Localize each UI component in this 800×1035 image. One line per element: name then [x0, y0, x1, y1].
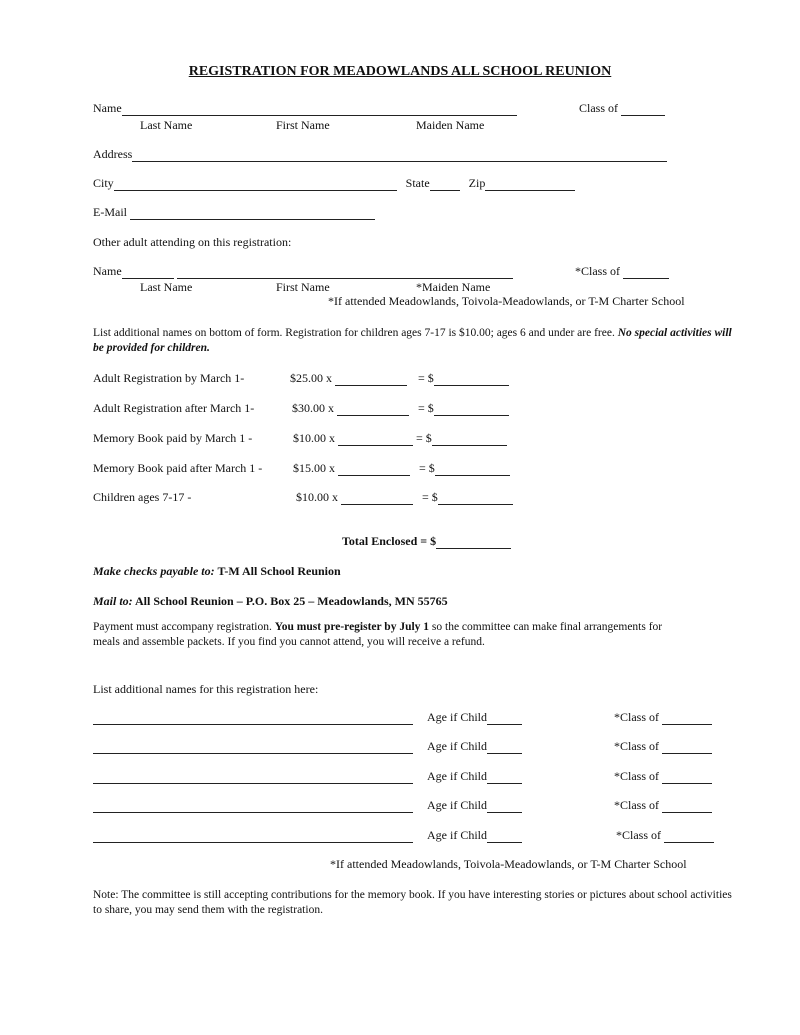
address-field[interactable]	[132, 149, 667, 162]
total-row	[342, 534, 511, 549]
checks-label: Make checks payable to:	[93, 564, 215, 578]
fee-row-2	[293, 431, 507, 446]
other-first-maiden-field[interactable]	[177, 266, 513, 279]
class-of-label: Class of	[579, 101, 618, 115]
fee-amount-3[interactable]	[435, 463, 510, 476]
other-class-of-label: *Class of	[575, 264, 620, 278]
other-name-label: Name	[93, 264, 122, 278]
additional-row	[93, 739, 413, 754]
instructions-text: List additional names on bottom of form. Registration for children ages 7-17 is $10.00; ages 6 and under are free.	[93, 327, 618, 339]
fee-row-1	[292, 401, 509, 416]
additional-footnote: *If attended Meadowlands, Toivola-Meadowlands, or T-M Charter School	[330, 857, 687, 871]
additional-row	[93, 710, 413, 725]
class-label-4: *Class of	[616, 828, 661, 842]
additional-name-field-1[interactable]	[93, 741, 413, 754]
fee-amount-2[interactable]	[432, 433, 507, 446]
email-label: E-Mail	[93, 205, 127, 219]
fee-price-3: $15.00 x	[293, 461, 335, 475]
city-field[interactable]	[114, 178, 397, 191]
instructions	[93, 326, 733, 356]
age-field-3[interactable]	[487, 800, 522, 813]
class-field-2[interactable]	[662, 771, 712, 784]
age-label-3: Age if Child	[427, 798, 487, 812]
other-sub-last-name: Last Name	[140, 280, 193, 294]
sub-last-name: Last Name	[140, 118, 193, 132]
additional-class-group-2	[614, 769, 712, 784]
class-label-0: *Class of	[614, 710, 659, 724]
age-label-2: Age if Child	[427, 769, 487, 783]
total-label: Total Enclosed = $	[342, 534, 437, 548]
state-label: State	[405, 176, 430, 190]
fee-qty-4[interactable]	[341, 492, 413, 505]
fee-amount-1[interactable]	[434, 403, 509, 416]
fee-price-0: $25.00 x	[290, 371, 332, 385]
mail-row	[93, 594, 448, 609]
age-label-4: Age if Child	[427, 828, 487, 842]
state-field[interactable]	[430, 178, 460, 191]
payment-text-2: so the committee can make final arrangements for meals and assemble packets. If you find you cannot attend, you will receive a refund.	[93, 621, 663, 648]
other-footnote: *If attended Meadowlands, Toivola-Meadowlands, or T-M Charter School	[328, 294, 685, 308]
email-field[interactable]	[130, 207, 375, 220]
fee-qty-3[interactable]	[338, 463, 410, 476]
fee-price-4: $10.00 x	[296, 490, 338, 504]
checks-row	[93, 564, 341, 579]
age-label-0: Age if Child	[427, 710, 487, 724]
checks-value: T-M All School Reunion	[217, 564, 341, 578]
sub-first-name: First Name	[276, 118, 330, 132]
fee-qty-2[interactable]	[338, 433, 413, 446]
city-row	[93, 176, 575, 191]
additional-class-group-0	[614, 710, 712, 725]
additional-row	[93, 769, 413, 784]
class-label-1: *Class of	[614, 739, 659, 753]
fee-qty-1[interactable]	[337, 403, 409, 416]
fee-equals-2: = $	[416, 431, 432, 445]
age-field-4[interactable]	[487, 830, 522, 843]
age-label-1: Age if Child	[427, 739, 487, 753]
zip-field[interactable]	[485, 178, 575, 191]
fee-label-0: Adult Registration by March 1-	[93, 371, 245, 385]
zip-label: Zip	[468, 176, 486, 190]
other-class-of-field[interactable]	[623, 266, 669, 279]
age-field-2[interactable]	[487, 771, 522, 784]
additional-row	[93, 798, 413, 813]
payment-text-1: Payment must accompany registration.	[93, 621, 275, 633]
class-field-3[interactable]	[662, 800, 712, 813]
class-of-field[interactable]	[621, 103, 665, 116]
name-label: Name	[93, 101, 122, 115]
fee-row-4	[296, 490, 513, 505]
total-field[interactable]	[436, 536, 511, 549]
additional-age-group-4	[427, 828, 522, 843]
email-row	[93, 205, 375, 220]
class-field-0[interactable]	[662, 712, 712, 725]
additional-name-field-4[interactable]	[93, 830, 413, 843]
fee-price-2: $10.00 x	[293, 431, 335, 445]
class-of-group	[579, 101, 665, 116]
name-row	[93, 101, 517, 116]
additional-name-field-3[interactable]	[93, 800, 413, 813]
form-title: REGISTRATION FOR MEADOWLANDS ALL SCHOOL REUNION	[188, 64, 612, 79]
additional-name-field-0[interactable]	[93, 712, 413, 725]
payment-paragraph	[93, 620, 663, 650]
additional-age-group-1	[427, 739, 522, 754]
additional-age-group-3	[427, 798, 522, 813]
fee-label-1: Adult Registration after March 1-	[93, 401, 255, 415]
fee-qty-0[interactable]	[335, 373, 407, 386]
additional-heading: List additional names for this registration here:	[93, 682, 319, 696]
other-adult-heading: Other adult attending on this registration:	[93, 235, 292, 249]
fee-equals-4: = $	[422, 490, 438, 504]
age-field-0[interactable]	[487, 712, 522, 725]
additional-class-group-3	[614, 798, 712, 813]
fee-amount-4[interactable]	[438, 492, 513, 505]
other-sub-first-name: First Name	[276, 280, 330, 294]
other-last-name-field[interactable]	[122, 266, 174, 279]
fee-row-0	[290, 371, 509, 386]
additional-class-group-1	[614, 739, 712, 754]
mail-label: Mail to:	[93, 594, 133, 608]
additional-row	[93, 828, 413, 843]
class-label-2: *Class of	[614, 769, 659, 783]
additional-age-group-2	[427, 769, 522, 784]
sub-maiden-name: Maiden Name	[416, 118, 485, 132]
fee-price-1: $30.00 x	[292, 401, 334, 415]
address-row	[93, 147, 667, 162]
address-label: Address	[93, 147, 133, 161]
additional-name-field-2[interactable]	[93, 771, 413, 784]
other-class-of-group	[575, 264, 669, 279]
mail-value: All School Reunion – P.O. Box 25 – Meadowlands, MN 55765	[135, 594, 448, 608]
note-paragraph: Note: The committee is still accepting contributions for the memory book. If you have interesting stories or pictures about school activities to share, you may send them with the registration.	[93, 889, 732, 916]
fee-label-2: Memory Book paid by March 1 -	[93, 431, 253, 445]
fee-equals-3: = $	[419, 461, 435, 475]
class-label-3: *Class of	[614, 798, 659, 812]
age-field-1[interactable]	[487, 741, 522, 754]
class-field-4[interactable]	[664, 830, 714, 843]
instructions-italic: No special activities will be provided for children.	[93, 327, 732, 354]
payment-deadline: You must pre-register by July 1	[274, 621, 430, 633]
fee-amount-0[interactable]	[434, 373, 509, 386]
additional-age-group-0	[427, 710, 522, 725]
name-field[interactable]	[122, 103, 517, 116]
fee-equals-0: = $	[418, 371, 434, 385]
other-sub-maiden-name: *Maiden Name	[416, 280, 491, 294]
class-field-1[interactable]	[662, 741, 712, 754]
fee-label-4: Children ages 7-17 -	[93, 490, 192, 504]
fee-row-3	[293, 461, 510, 476]
other-name-row	[93, 264, 513, 279]
fee-label-3: Memory Book paid after March 1 -	[93, 461, 263, 475]
city-label: City	[93, 176, 114, 190]
fee-equals-1: = $	[418, 401, 434, 415]
additional-class-group-4	[616, 828, 714, 843]
